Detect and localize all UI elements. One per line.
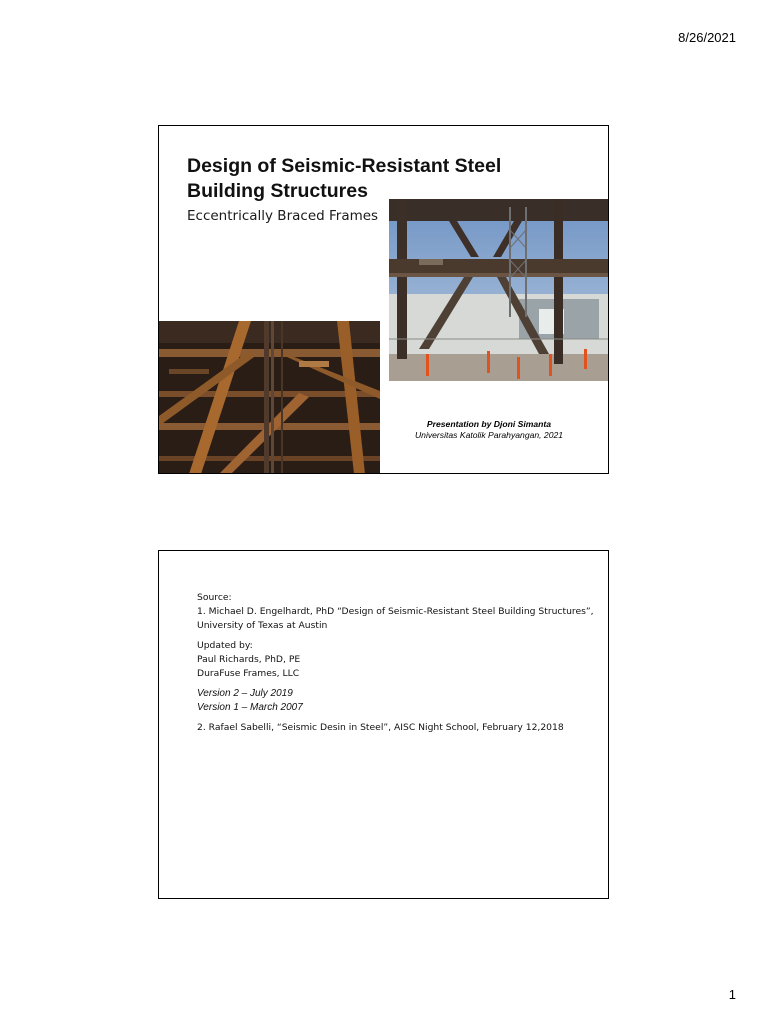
updated-by-label: Updated by:: [197, 640, 253, 651]
page-date: 8/26/2021: [678, 30, 736, 45]
institution: Universitas Katolik Parahyangan, 2021: [414, 430, 564, 440]
construction-site-photo: [389, 199, 609, 381]
version-1: Version 1 – March 2007: [197, 702, 303, 713]
reference-1-line-2: University of Texas at Austin: [197, 620, 328, 631]
presentation-credit: [389, 419, 589, 441]
sources-text-block: [197, 591, 597, 735]
title-line-2: Building Structures: [187, 180, 368, 202]
slide-title-heading: [187, 154, 501, 204]
presenter-name: Presentation by Djoni Simanta: [426, 419, 552, 429]
steel-frame-photo: [159, 321, 380, 474]
title-line-1: Design of Seismic-Resistant Steel: [187, 155, 502, 177]
updater-organization: DuraFuse Frames, LLC: [197, 668, 300, 679]
source-label: Source:: [197, 592, 232, 603]
reference-2: 2. Rafael Sabelli, “Seismic Desin in Steel”, AISC Night School, February 12,2018: [197, 722, 564, 733]
slide-title: [158, 125, 609, 474]
slide-subtitle: Eccentrically Braced Frames: [187, 208, 379, 224]
updater-name: Paul Richards, PhD, PE: [197, 654, 301, 665]
page-number: 1: [728, 987, 736, 1002]
slide-sources: [158, 550, 609, 899]
reference-1-line-1: 1. Michael D. Engelhardt, PhD “Design of Seismic-Resistant Steel Building Structures”,: [197, 606, 594, 617]
version-2: Version 2 – July 2019: [197, 688, 293, 699]
